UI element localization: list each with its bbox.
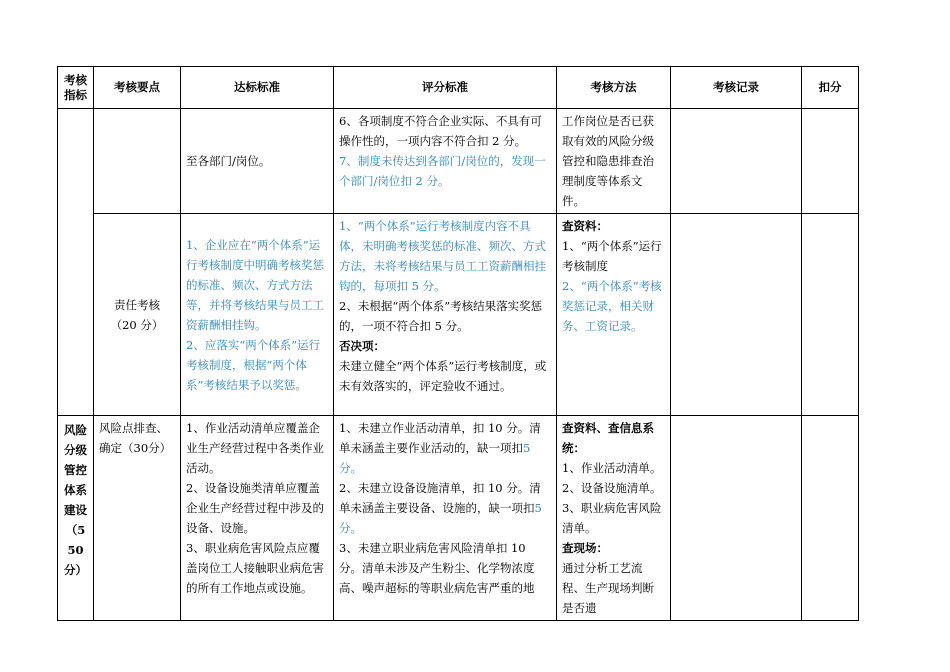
- header-key-points: 考核要点: [94, 67, 181, 109]
- scoring-item-2-text: 2、未建立设备设施清单，扣 10 分。清单未涵盖主要设备、设施的，缺一项扣: [339, 481, 541, 515]
- standard-item-1: 1、企业应在“两个体系”运行考核制度中明确考核奖惩的标准、频次、方式方法等，并将考核结果与员工工资薪酬相挂钩。: [186, 237, 324, 332]
- veto-text: 未建立健全“两个体系”运行考核制度，或未有效落实的，评定验收不通过。: [339, 359, 547, 393]
- scoring-item-2-points: 5 分。: [339, 501, 542, 535]
- scoring-item-1-points: 5 分。: [339, 441, 531, 475]
- method-title-2: 查现场：: [562, 541, 608, 555]
- standard-item-3: 3、职业病危害风险点应覆盖岗位工人接触职业病危害的所有工作地点或设施。: [186, 541, 324, 595]
- method-item-1: 1、作业活动清单。: [562, 461, 662, 475]
- deduction-cell: [802, 214, 859, 416]
- method-title: 查资料：: [562, 219, 608, 233]
- scoring-item-1: 1、“两个体系”运行考核制度内容不具体，未明确考核奖惩的标准、频次、方式方法，未将考核结果与员工工资薪酬相挂钩的，每项扣 5 分。: [339, 219, 546, 293]
- scoring-item-6: 6、各项制度不符合企业实际、不具有可操作性的，一项内容不符合扣 2 分。: [339, 114, 542, 148]
- method-cell: [557, 214, 671, 416]
- scoring-cell: [334, 109, 557, 214]
- key-point-score: （20 分）: [110, 317, 164, 332]
- record-cell: [671, 214, 802, 416]
- indicator-cell: 风险分级管控体系建设（550分）: [58, 416, 94, 621]
- header-deduction: 扣分: [802, 67, 859, 109]
- veto-title: 否决项：: [339, 339, 385, 353]
- method-cell: [557, 109, 671, 214]
- scoring-cell: [334, 214, 557, 416]
- scoring-item-1: [339, 418, 551, 478]
- table-row: [58, 214, 859, 416]
- key-point-cell: [94, 214, 181, 416]
- standard-cell: [181, 416, 334, 621]
- header-row: [58, 67, 859, 109]
- header-standard: 达标标准: [181, 67, 334, 109]
- header-record: 考核记录: [671, 67, 802, 109]
- standard-item-1: 1、作业活动清单应覆盖企业生产经营过程中各类作业活动。: [186, 421, 324, 475]
- header-indicator: 考核指标: [58, 67, 94, 109]
- standard-item-2: 2、应落实“两个体系”运行考核制度，根据“两个体系”考核结果予以奖惩。: [186, 337, 321, 392]
- key-point-text: 风险点排查、确定（30分）: [99, 421, 172, 455]
- scoring-item-2: [339, 478, 551, 538]
- key-point-cell: [94, 416, 181, 621]
- scoring-cell: [334, 416, 557, 621]
- scoring-item-7: 7、制度未传达到各部门/岗位的，发现一个部门/岗位扣 2 分。: [339, 154, 546, 188]
- standard-item-2: 2、设备设施类清单应覆盖企业生产经营过程中涉及的设备、设施。: [186, 481, 324, 535]
- indicator-cell-empty: [58, 109, 94, 416]
- assessment-table: [57, 66, 859, 621]
- method-item-1: 1、“两个体系”运行考核制度: [562, 239, 662, 273]
- deduction-cell: [802, 416, 859, 621]
- method-item-4: 通过分析工艺流程、生产现场判断是否遗: [562, 561, 654, 615]
- scoring-item-1-text: 1、未建立作业活动清单，扣 10 分。清单未涵盖主要作业活动的，缺一项扣: [339, 421, 541, 455]
- standard-cell: [181, 214, 334, 416]
- standard-cell: [181, 109, 334, 214]
- header-scoring: 评分标准: [334, 67, 557, 109]
- standard-text: 至各部门/岗位。: [186, 154, 271, 168]
- deduction-cell: [802, 109, 859, 214]
- key-point-cell: [94, 109, 181, 214]
- method-title: 查资料、查信息系统：: [562, 421, 654, 455]
- method-cell: [557, 416, 671, 621]
- method-text: 工作岗位是否已获取有效的风险分级管控和隐患排查治理制度等体系文件。: [562, 114, 654, 208]
- record-cell: [671, 416, 802, 621]
- method-item-2: 2、设备设施清单。: [562, 481, 662, 495]
- header-method: 考核方法: [557, 67, 671, 109]
- key-point-title: 责任考核: [114, 297, 160, 312]
- scoring-item-2: 2、未根据“两个体系”考核结果落实奖惩的，一项不符合扣 5 分。: [339, 299, 543, 333]
- scoring-item-3: 3、未建立职业病危害风险清单扣 10 分。清单未涉及产生粉尘、化学物浓度高、噪声超标的等职业病危害严重的地: [339, 541, 535, 595]
- method-item-2: 2、“两个体系”考核奖惩记录，相关财务、工资记录。: [562, 279, 662, 333]
- table-row: [58, 109, 859, 214]
- table-row: [58, 416, 859, 621]
- method-item-3: 3、职业病危害风险清单。: [562, 501, 662, 535]
- record-cell: [671, 109, 802, 214]
